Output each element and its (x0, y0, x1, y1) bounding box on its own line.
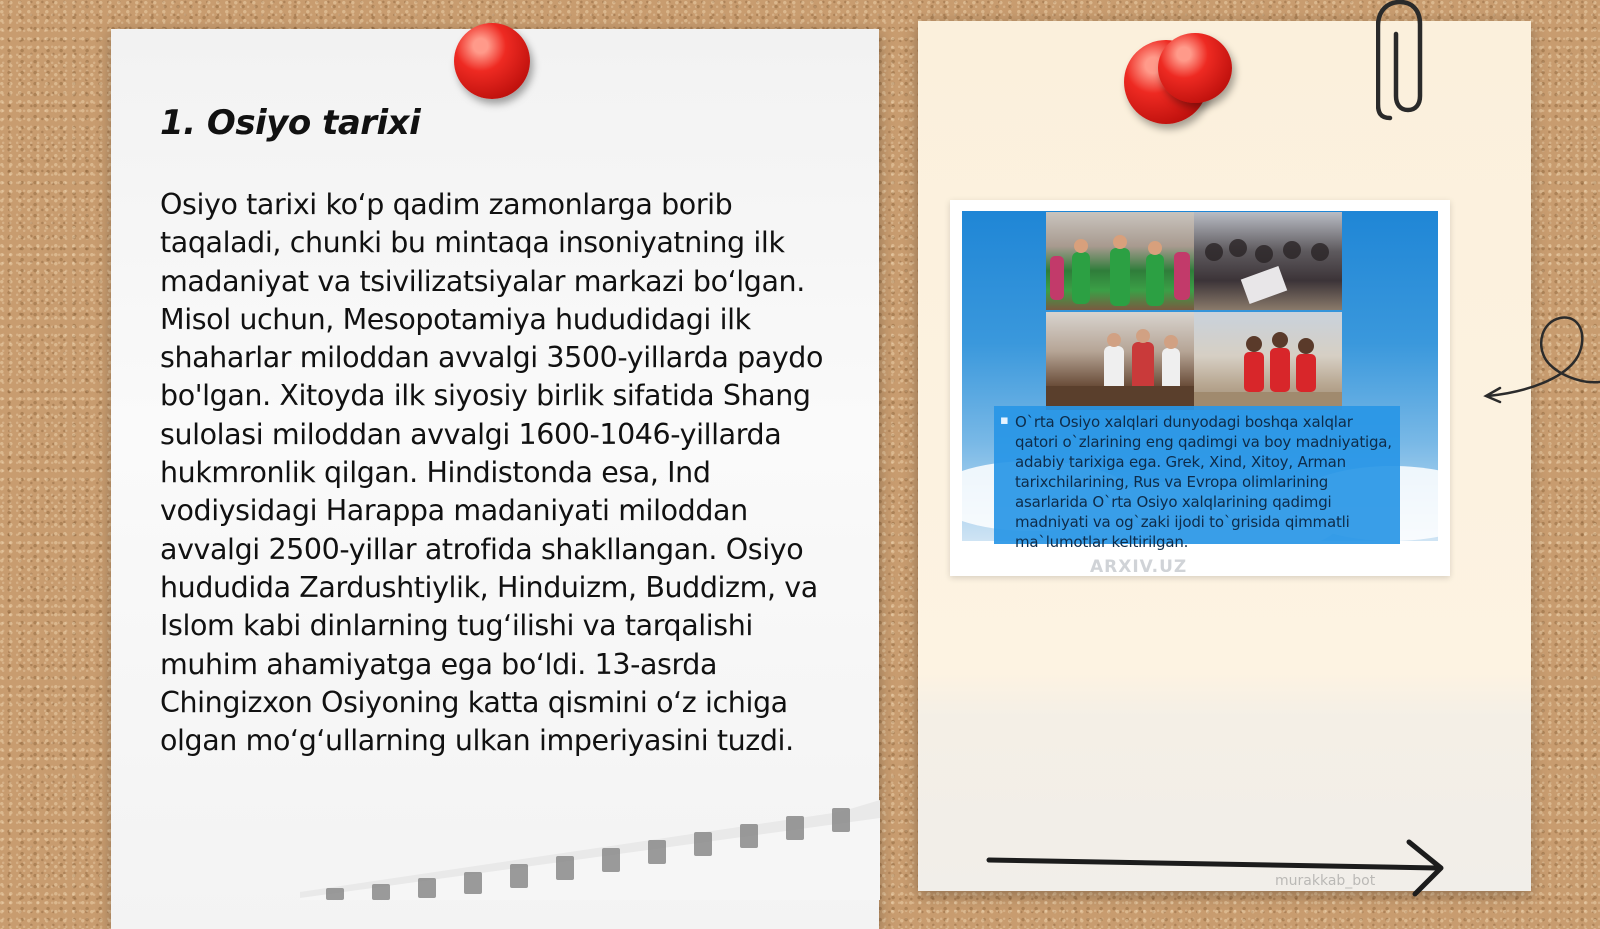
signature-text: murakkab_bot (1275, 873, 1376, 889)
paperclip-icon (1376, 0, 1424, 125)
body-paragraph: Osiyo tarixi koʻp qadim zamonlarga borib taqaladi, chunki bu mintaqa insoniyatning ilk madaniyat va tsivilizatsiyalar markazi boʻlgan. Misol uchun, Mesopotamiya hududidagi ilk shaharlar miloddan avvalgi 3500-yillarda paydo bo'lgan. Xitoyda ilk siyosiy birlik sifatida Shang sulolasi miloddan avvalgi 1600-1046-yillarda hukmronlik qilgan. Hindistonda esa, Ind vodiysidagi Harappa madaniyati miloddan avvalgi 2500-yillar atrofida shakllangan. Osiyo hududida Zardushtiylik, Hinduizm, Buddizm, va Islom kabi dinlarning tugʻilishi va tarqalishi muhim ahamiyatga ega boʻldi. 13-asrda Chingizxon Osiyoning katta qismini oʻz ichiga olgan moʻgʻullarning ulkan imperiyasini tuzdi. (160, 188, 824, 758)
red-pushpin-right-front (1158, 33, 1232, 103)
torn-edge-strip (300, 800, 880, 900)
photo-card (950, 200, 1450, 576)
bullet-icon: ▪ (1000, 413, 1009, 428)
photo-dancers-green (1046, 212, 1194, 310)
photo-crowd (1194, 212, 1342, 310)
photo-students-red (1194, 312, 1342, 410)
photo-classroom (1046, 312, 1194, 410)
photo-caption-text: O`rta Osiyo xalqlari dunyodagi boshqa xalqlar qatori o`zlarining eng qadimgi va boy madniyatiga, adabiy tarixiga ega. Grek, Xind, Xitoy, Arman tarixchilarining, Rus va Evropa olimlarining asarlarida O`rta Osiyo xalqlarining qadimgi madniyati va og`zaki ijodi to`grisida qimmatli ma`lumotlar keltirilgan. (1015, 413, 1392, 551)
section-heading: 1. Osiyo tarixi (160, 103, 421, 143)
arrow-right-icon (985, 838, 1450, 898)
watermark-text: ARXIV.UZ (1090, 557, 1188, 577)
red-pushpin-left (454, 23, 530, 99)
curly-arrow-doodle (1480, 310, 1600, 410)
